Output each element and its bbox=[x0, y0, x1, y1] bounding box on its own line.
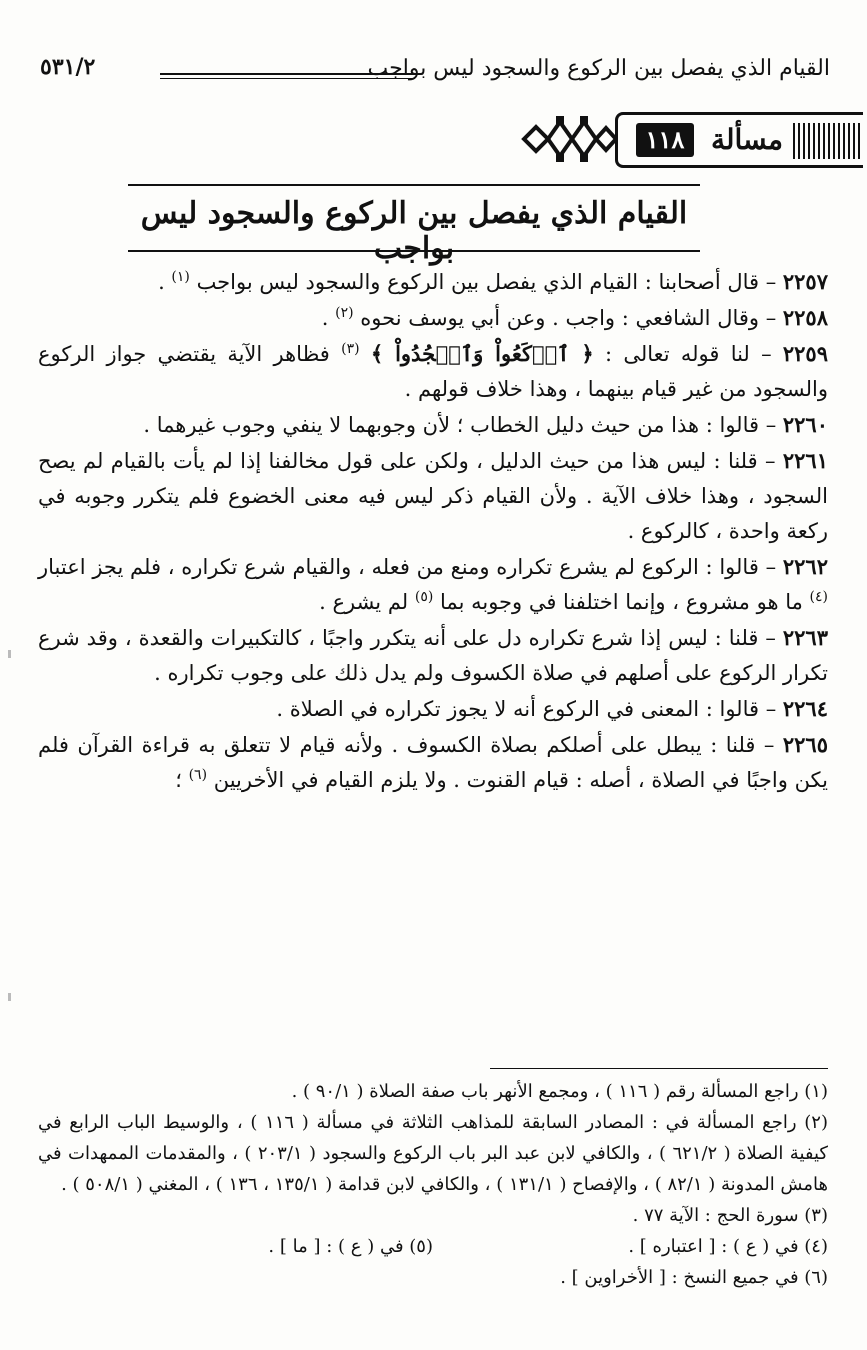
banner-frame bbox=[615, 112, 863, 168]
heading-rule-top bbox=[128, 184, 700, 186]
footnote-3: (٣) سورة الحج : الآية ٧٧ . bbox=[632, 1205, 828, 1226]
ornament-icon bbox=[520, 114, 620, 164]
paragraph-2261: ٢٢٦١ – قلنا : ليس هذا من حيث الدليل ، ولكن على قول مخالفنا إذا لم يأت بالقيام لم يصح السجود ، وهذا خلاف الآية . ولأن القيام ذكر ليس فيه معنى الخضوع فلم يتكرر وجوبه في ركعة واحدة ، كالركوع . bbox=[38, 448, 828, 543]
paragraph-2263: ٢٢٦٣ – قلنا : ليس إذا شرع تكراره دل على أنه يتكرر واجبًا ، كالتكبيرات والقعدة ، وقد شرع تكرار الركوع على أصلهم في صلاة الكسوف ولم يدل ذلك على وجوب تكراره . bbox=[38, 625, 828, 685]
banner-stripes bbox=[793, 123, 863, 159]
footnote-ref: (٣) bbox=[341, 341, 360, 357]
masala-banner bbox=[520, 112, 865, 166]
running-header bbox=[40, 50, 830, 90]
footnote-row bbox=[38, 1200, 828, 1231]
paragraph-2259: ٢٢٥٩ – لنا قوله تعالى : ﴿ ٱرۡكَعُواْ وَٱسۡجُدُواْ ﴾ $^{(٣)}$ فظاهر الآية يقتضي جواز الركوع والسجود من غير قيام بينهما ، وهذا خلاف قولهم . bbox=[38, 341, 828, 401]
banner-label: مسألة bbox=[710, 123, 783, 156]
footnote-ref: (٥) bbox=[414, 589, 434, 605]
scan-edge-mark bbox=[8, 993, 11, 1001]
footnote-rule bbox=[490, 1068, 828, 1069]
paragraph-2264: ٢٢٦٤ – قالوا : المعنى في الركوع أنه لا يجوز تكراره في الصلاة . bbox=[276, 696, 828, 721]
main-text bbox=[38, 264, 828, 798]
footnote-5: (٥) في ( ع ) : [ ما ] . bbox=[268, 1236, 433, 1257]
paragraph-2258: ٢٢٥٨ – وقال الشافعي : واجب . وعن أبي يوسف نحوه $^{(٢)}$ . bbox=[321, 305, 828, 330]
paragraph-2262: ٢٢٦٢ – قالوا : الركوع لم يشرع تكراره ومنع من فعله ، والقيام شرع تكراره ، فلم يجز اعتبار $^{(٤)}$ ما هو مشروع ، وإنما اختلفنا في وجوبه بما $^{(٥)}$ لم يشرع . bbox=[38, 554, 828, 614]
footnote-ref: (٦) bbox=[188, 767, 208, 783]
footnote-ref: (١) bbox=[171, 269, 190, 285]
footnote-row bbox=[38, 1231, 828, 1262]
section-heading: القيام الذي يفصل بين الركوع والسجود ليس بواجب bbox=[140, 196, 688, 266]
scan-edge-mark bbox=[8, 650, 11, 658]
quran-verse: ﴿ ٱرۡكَعُواْ وَٱسۡجُدُواْ ﴾ bbox=[370, 341, 594, 366]
footnote-4: (٤) في ( ع ) : [ اعتباره ] . bbox=[628, 1236, 828, 1257]
footnotes bbox=[38, 1076, 828, 1293]
page-number: ٥٣١/٢ bbox=[40, 54, 96, 80]
header-rule bbox=[160, 73, 415, 79]
paragraph-2265: ٢٢٦٥ – قلنا : يبطل على أصلكم بصلاة الكسوف . ولأنه قيام لا تتعلق به قراءة القرآن فلم يكن واجبًا في الصلاة ، أصله : قيام القنوت . ولا يلزم القيام في الأخريين $^{(٦)}$ ؛ bbox=[38, 732, 828, 792]
footnote-6: (٦) في جميع النسخ : [ الأخراوين ] . bbox=[560, 1267, 828, 1288]
heading-rule-bottom bbox=[128, 250, 700, 252]
footnote-ref: (٢) bbox=[335, 305, 354, 321]
footnote-2: (٢) راجع المسألة في : المصادر السابقة للمذاهب الثلاثة في مسألة ( ١١٦ ) ، والوسيط الباب الرابع في كيفية الصلاة ( ٦٢١/٢ ) ، والكافي لابن عبد البر باب الركوع والسجود ( ٢٠٣/١ ) ، والمقدمات الممهدات في هامش المدونة ( ٨٢/١ ) ، والإفصاح ( ١٣١/١ ) ، والكافي لابن قدامة ( ١٣٥/١ ، ١٣٦ ) ، المغني ( ٥٠٨/١ ) . bbox=[38, 1112, 828, 1195]
running-title: القيام الذي يفصل بين الركوع والسجود ليس بواجب bbox=[367, 56, 830, 81]
footnote-ref: (٤) bbox=[809, 589, 828, 605]
paragraph-2260: ٢٢٦٠ – قالوا : هذا من حيث دليل الخطاب ؛ لأن وجوبهما لا ينفي وجوب غيرهما . bbox=[143, 412, 828, 437]
paragraph-2257: ٢٢٥٧ – قال أصحابنا : القيام الذي يفصل بين الركوع والسجود ليس بواجب $^{(١)}$ . bbox=[158, 269, 828, 294]
footnote-1: (١) راجع المسألة رقم ( ١١٦ ) ، ومجمع الأنهر باب صفة الصلاة ( ٩٠/١ ) . bbox=[291, 1081, 828, 1102]
masala-number: ١١٨ bbox=[636, 123, 694, 157]
